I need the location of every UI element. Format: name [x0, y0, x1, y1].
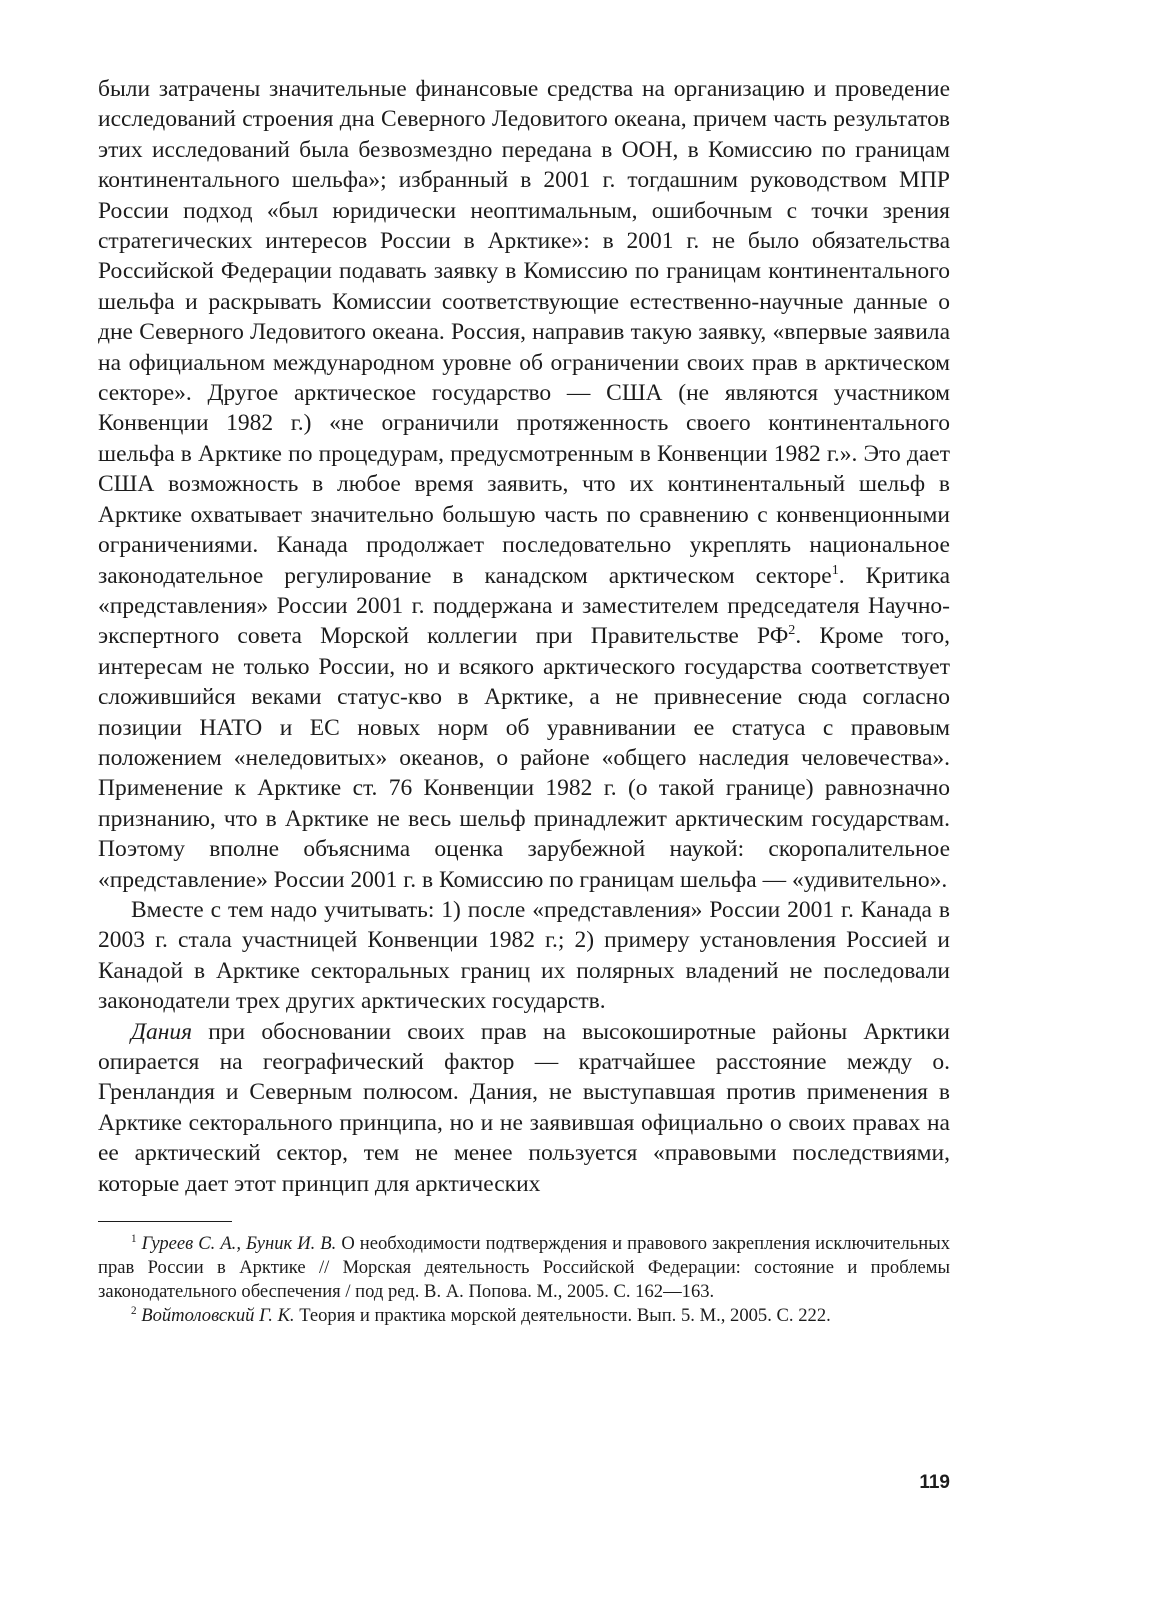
paragraph-2: Вместе с тем надо учитывать: 1) после «представления» России 2001 г. Канада в 2003 г. стала участницей Конвенции 1982 г.; 2) примеру установления Россией и Канадой в Арктике секторальных границ их полярных владений не последовали законодатели трех других арктических государств.: [98, 896, 950, 1015]
footnote-ref-2[interactable]: 2: [788, 622, 796, 639]
footnote-1-number: 1: [131, 1232, 137, 1245]
paragraph-1-text-2: . Критика «представления» России 2001 г. поддержана и заместителем председателя Научно-экспертного совета Морской коллегии при Правительстве РФ: [98, 562, 951, 650]
footnote-2-number: 2: [131, 1304, 137, 1317]
footnote-1-text: О необходимости подтверждения и правового закрепления исключительных прав России в Арктике // Морская деятельность Российской Федерации: состояние и проблемы законодательного обеспечения / под ред. В. А. Попова. М., 2005. С. 162—163.: [98, 1233, 951, 1303]
footnotes: [98, 1232, 950, 1328]
footnote-1-authors: Гуреев С. А., Буник И. В.: [141, 1233, 337, 1255]
footnote-2-authors: Войтоловский Г. К.: [141, 1305, 295, 1327]
body-text: [98, 74, 950, 1199]
footnote-1: [98, 1232, 950, 1304]
page-content: [98, 74, 950, 1328]
footnote-ref-1[interactable]: 1: [831, 561, 839, 578]
paragraph-3-text: при обосновании своих прав на высокоширотные районы Арктики опирается на географический фактор — кратчайшее расстояние между о. Гренландия и Северным полюсом. Дания, не выступавшая против применения в Арктике секторального принципа, но и не заявившая официально о своих правах на ее арктический сектор, тем не менее пользуется «правовыми последствиями, которые дает этот принцип для арктических: [98, 1018, 950, 1197]
paragraph-1: [98, 74, 950, 895]
footnote-2-text: Теория и практика морской деятельности. Вып. 5. М., 2005. С. 222.: [294, 1305, 831, 1327]
footnote-2: [98, 1304, 950, 1328]
paragraph-1-text-3: . Кроме того, интересам не только России, но и всякого арктического государства соответствует сложившийся веками статус-кво в Арктике, а не привнесение сюда согласно позиции НАТО и ЕС новых норм об уравнивании ее статуса с правовым положением «неледовитых» океанов, о районе «общего наследия человечества». Применение к Арктике ст. 76 Конвенции 1982 г. (о такой границе) равнозначно признанию, что в Арктике не весь шельф принадлежит арктическим государствам. Поэтому вполне объяснима оценка зарубежной наукой: скоропалительное «представление» России 2001 г. в Комиссию по границам шельфа — «удивительно».: [98, 623, 950, 893]
paragraph-1-text: были затрачены значительные финансовые средства на организацию и проведение исследований строения дна Северного Ледовитого океана, причем часть результатов этих исследований была безвозмездно передана в ООН, в Комиссию по границам континентального шельфа»; избранный в 2001 г. тогдашним руководством МПР России подход «был юридически неоптимальным, ошибочным с точки зрения стратегических интересов России в Арктике»: в 2001 г. не было обязательства Российской Федерации подавать заявку в Комиссию по границам континентального шельфа и раскрывать Комиссии соответствующие естественно-научные данные о дне Северного Ледовитого океана. Россия, направив такую заявку, «впервые заявила на официальном международном уровне об ограничении своих прав в арктическом секторе». Другое арктическое государство — США (не являются участником Конвенции 1982 г.) «не ограничили протяженность своего континентального шельфа в Арктике по процедурам, предусмотренным в Конвенции 1982 г.». Это дает США возможность в любое время заявить, что их континентальный шельф в Арктике охватывает значительно большую часть по сравнению с конвенционными ограничениями. Канада продолжает последовательно укреплять национальное законодательное регулирование в канадском арктическом секторе: [98, 76, 950, 589]
paragraph-3-lead: Дания: [131, 1018, 193, 1045]
page-number: 119: [919, 1472, 950, 1493]
footnote-divider: [98, 1221, 232, 1222]
paragraph-3: [98, 1017, 950, 1199]
